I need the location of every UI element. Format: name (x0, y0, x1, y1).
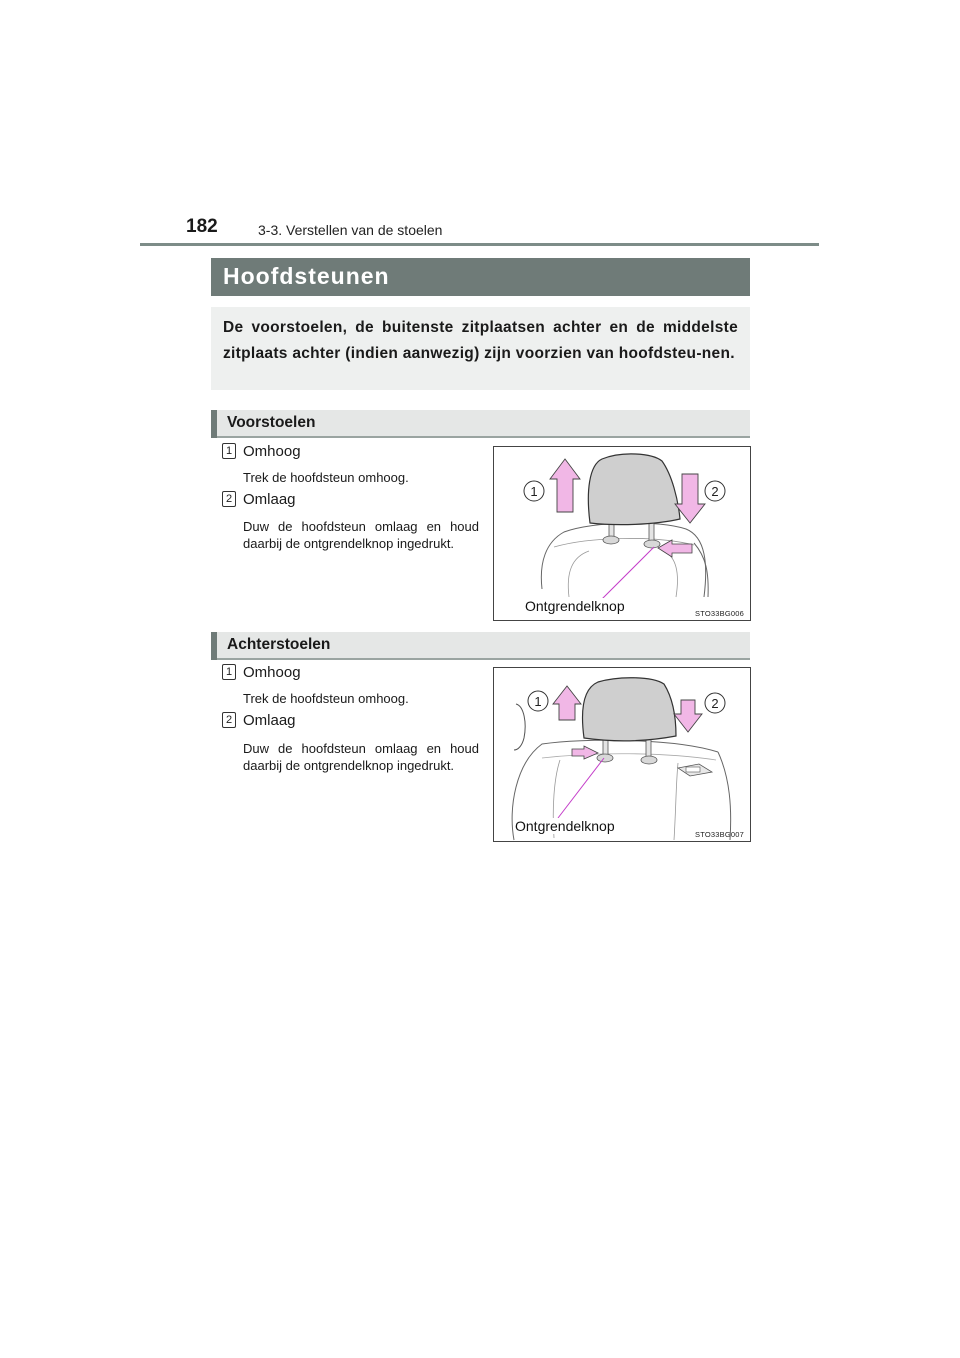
subheading-label: Achterstoelen (227, 636, 331, 653)
figure-marker-2: 2 (711, 484, 719, 499)
figure-front-headrest (493, 446, 751, 621)
front-headrest-illustration (494, 447, 750, 620)
intro-text: De voorstoelen, de buitenste zitplaatsen achter en de middelste zitplaats achter (indien aanwezig) zijn voorzien van hoofdsteu-nen. (223, 319, 738, 362)
page-number: 182 (186, 216, 218, 237)
page-title: Hoofdsteunen (223, 263, 390, 289)
figure-code: STO33BG006 (695, 609, 744, 618)
section-title-bar (211, 258, 750, 296)
step-title: Omhoog (243, 664, 301, 681)
step-title: Omhoog (243, 443, 301, 460)
figure-callout-label: Ontgrendelknop (525, 598, 625, 614)
step-number-badge: 2 (222, 712, 236, 728)
figure-rear-headrest (493, 667, 751, 842)
step-description: Trek de hoofdsteun omhoog. (243, 470, 409, 485)
figure-marker-2: 2 (711, 696, 719, 711)
intro-box (211, 307, 750, 390)
chapter-title: 3-3. Verstellen van de stoelen (258, 222, 443, 238)
header-rule (140, 243, 819, 246)
step-description: Trek de hoofdsteun omhoog. (243, 691, 409, 706)
step-number-badge: 2 (222, 491, 236, 507)
step-description: Duw de hoofdsteun omlaag en houd daarbij de ontgrendelknop ingedrukt. (243, 519, 479, 551)
figure-code: STO33BG007 (695, 830, 744, 839)
figure-marker-1: 1 (530, 484, 538, 499)
figure-marker-1: 1 (534, 694, 542, 709)
rear-headrest-illustration (494, 668, 750, 841)
subheading-label: Voorstoelen (227, 414, 316, 431)
figure-callout-label: Ontgrendelknop (515, 818, 615, 834)
step-description: Duw de hoofdsteun omlaag en houd daarbij de ontgrendelknop ingedrukt. (243, 741, 479, 773)
subheading-voorstoelen (211, 410, 750, 438)
step-title: Omlaag (243, 712, 296, 729)
step-number-badge: 1 (222, 664, 236, 680)
subheading-achterstoelen (211, 632, 750, 660)
step-number-badge: 1 (222, 443, 236, 459)
step-title: Omlaag (243, 491, 296, 508)
